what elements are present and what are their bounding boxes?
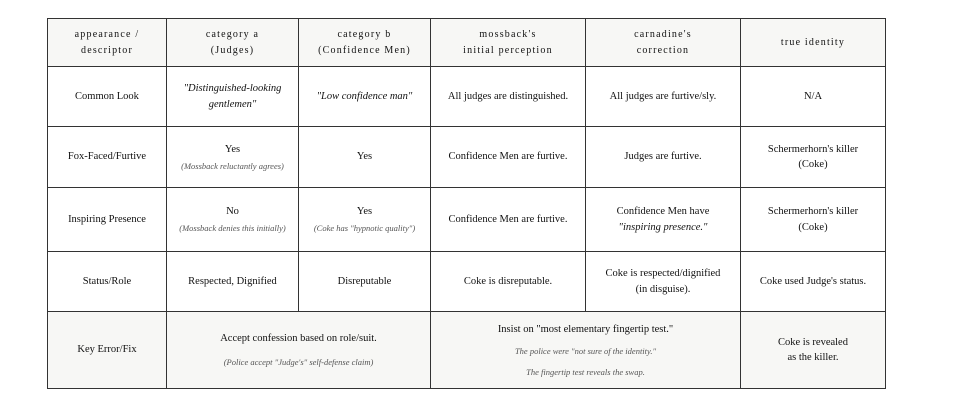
cell-carnadine: Confidence Men have "inspiring presence.": [586, 188, 741, 252]
header-true-identity: true identity: [741, 19, 886, 67]
header-mossback: mossback's initial perception: [431, 19, 586, 67]
table-row: [48, 312, 886, 389]
row-label: Inspiring Presence: [48, 188, 167, 252]
cell-category-b: Yes (Coke has "hypnotic quality"): [299, 188, 431, 252]
cell-carnadine: Judges are furtive.: [586, 127, 741, 188]
table-row: [48, 127, 886, 188]
table-row: [48, 67, 886, 127]
table-row: [48, 252, 886, 312]
cell-true-identity: Schermerhorn's killer (Coke): [741, 188, 886, 252]
cell-category-a: "Distinguished-looking gentlemen": [167, 67, 299, 127]
cell-category-b: Yes: [299, 127, 431, 188]
cell-mossback: Confidence Men are furtive.: [431, 127, 586, 188]
cell-true-identity: Coke used Judge's status.: [741, 252, 886, 312]
cell-mossback: Confidence Men are furtive.: [431, 188, 586, 252]
cell-category-b: Disreputable: [299, 252, 431, 312]
cell-category-a: Respected, Dignified: [167, 252, 299, 312]
cell-carnadine: All judges are furtive/sly.: [586, 67, 741, 127]
row-label: Fox-Faced/Furtive: [48, 127, 167, 188]
header-category-a: category a (Judges): [167, 19, 299, 67]
cell-category-a: Yes (Mossback reluctantly agrees): [167, 127, 299, 188]
cell-carnadine: Coke is respected/dignified (in disguise).: [586, 252, 741, 312]
header-category-b: category b (Confidence Men): [299, 19, 431, 67]
cell-categories-merged: Accept confession based on role/suit. (Police accept "Judge's" self-defense claim): [167, 312, 431, 389]
comparison-table: [47, 18, 886, 389]
cell-mossback: Coke is disreputable.: [431, 252, 586, 312]
cell-category-a: No (Mossback denies this initially): [167, 188, 299, 252]
cell-category-b: "Low confidence man": [299, 67, 431, 127]
cell-perception-merged: Insist on "most elementary fingertip test." The police were "not sure of the identity." The fingertip test reveals the swap.: [431, 312, 741, 389]
row-label: Key Error/Fix: [48, 312, 167, 389]
header-descriptor: appearance / descriptor: [48, 19, 167, 67]
row-label: Status/Role: [48, 252, 167, 312]
cell-true-identity: Schermerhorn's killer (Coke): [741, 127, 886, 188]
cell-mossback: All judges are distinguished.: [431, 67, 586, 127]
cell-true-identity: Coke is revealed as the killer.: [741, 312, 886, 389]
table-row: [48, 188, 886, 252]
row-label: Common Look: [48, 67, 167, 127]
header-carnadine: carnadine's correction: [586, 19, 741, 67]
header-row: [48, 19, 886, 67]
cell-true-identity: N/A: [741, 67, 886, 127]
